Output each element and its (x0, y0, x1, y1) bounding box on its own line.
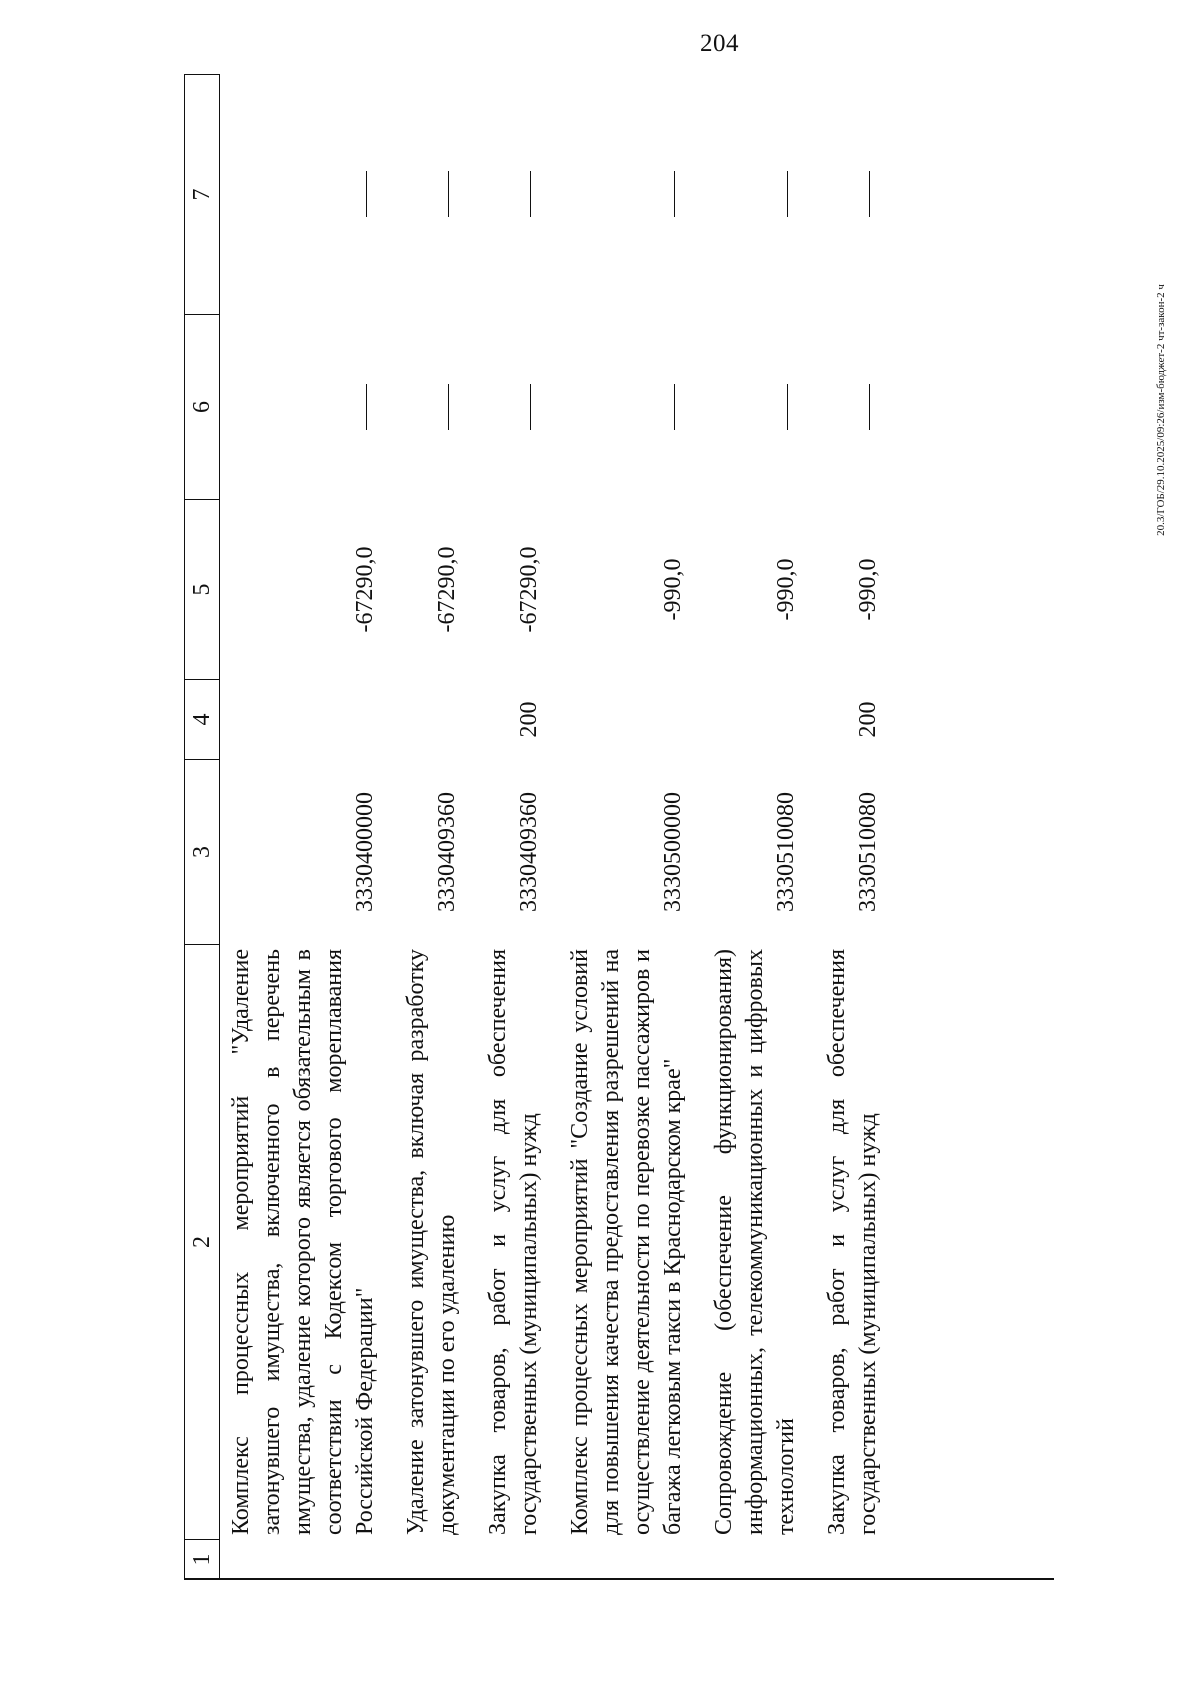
dash-mark-icon (366, 172, 368, 218)
col6-dash (555, 315, 699, 500)
row-number-cell (473, 1540, 555, 1580)
dash-mark-icon (366, 384, 368, 430)
expense-type-code (699, 680, 812, 760)
dash-mark-icon (530, 172, 532, 218)
amount-change: -990,0 (773, 558, 799, 621)
table-row (220, 75, 392, 1580)
dash-mark-icon (448, 384, 450, 430)
item-name: Сопровождение (обеспечение функционирования) информационных, телекоммуникационных и цифровых технологий (711, 949, 799, 1535)
target-article-code: 3330409360 (434, 792, 460, 912)
dash-mark-icon (787, 172, 789, 218)
col7-dash (699, 75, 812, 315)
col6-dash (699, 315, 812, 500)
col7-dash (555, 75, 699, 315)
dash-mark-icon (869, 172, 871, 218)
col-header-6: 6 (185, 315, 220, 500)
row-number-cell (391, 1540, 473, 1580)
amount-change: -990,0 (660, 558, 686, 621)
col-header-1: 1 (185, 1540, 220, 1580)
col7-dash (391, 75, 473, 315)
amount-change: -67290,0 (434, 546, 460, 633)
col-header-2: 2 (185, 945, 220, 1540)
col6-dash (473, 315, 555, 500)
dash-mark-icon (674, 172, 676, 218)
col-header-7: 7 (185, 75, 220, 315)
col7-dash (812, 75, 894, 315)
dash-mark-icon (674, 384, 676, 430)
table-left-border (184, 1579, 1054, 1581)
expense-type-code (391, 680, 473, 760)
table-row (555, 75, 699, 1580)
item-name: Закупка товаров, работ и услуг для обеспечения государственных (муниципальных) нужд (824, 949, 881, 1535)
item-name: Комплекс процессных мероприятий "Создание условий для повышения качества предоставления разрешений на осуществление деятельности по перевозке пассажиров и багажа легковым такси в Краснодарском крае" (567, 949, 686, 1535)
target-article-code: 3330500000 (660, 792, 686, 912)
col6-dash (812, 315, 894, 500)
dash-mark-icon (869, 384, 871, 430)
expense-type-code (555, 680, 699, 760)
table-row (473, 75, 555, 1580)
dash-mark-icon (448, 172, 450, 218)
item-name: Удаление затонувшего имущества, включая разработку документации по его удалению (403, 949, 460, 1535)
table-header-row (185, 75, 220, 1580)
table-row (699, 75, 812, 1580)
expense-type-code: 200 (855, 701, 881, 738)
row-number-cell (699, 1540, 812, 1580)
item-name: Комплекс процессных мероприятий "Удаление затонувшего имущества, включенного в перечень имущества, удаление которого является обязательным в соответствии с Кодексом торгового мореплавания Российской Федерации" (228, 949, 378, 1535)
budget-table (184, 74, 894, 1580)
row-number-cell (812, 1540, 894, 1580)
target-article-code: 3330510080 (773, 792, 799, 912)
budget-table-rotated (184, 75, 1054, 1580)
col6-dash (391, 315, 473, 500)
target-article-code: 3330409360 (516, 792, 542, 912)
row-number-cell (555, 1540, 699, 1580)
expense-type-code (220, 680, 392, 760)
target-article-code: 3330510080 (855, 792, 881, 912)
document-footer-code: 20.3/ГОБ/29.10.2025/09:26/изм-бюджет-2 чт-закон-2 ч (1155, 284, 1167, 536)
amount-change: -67290,0 (516, 546, 542, 633)
dash-mark-icon (530, 384, 532, 430)
expense-type-code: 200 (516, 701, 542, 738)
dash-mark-icon (787, 384, 789, 430)
page-number: 204 (700, 30, 739, 57)
amount-change: -990,0 (855, 558, 881, 621)
table-row (391, 75, 473, 1580)
amount-change: -67290,0 (352, 546, 378, 633)
col-header-3: 3 (185, 760, 220, 945)
table-row (812, 75, 894, 1580)
row-number-cell (220, 1540, 392, 1580)
col7-dash (473, 75, 555, 315)
item-name: Закупка товаров, работ и услуг для обеспечения государственных (муниципальных) нужд (485, 949, 542, 1535)
col7-dash (220, 75, 392, 315)
col-header-5: 5 (185, 500, 220, 680)
target-article-code: 3330400000 (352, 792, 378, 912)
col-header-4: 4 (185, 680, 220, 760)
col6-dash (220, 315, 392, 500)
